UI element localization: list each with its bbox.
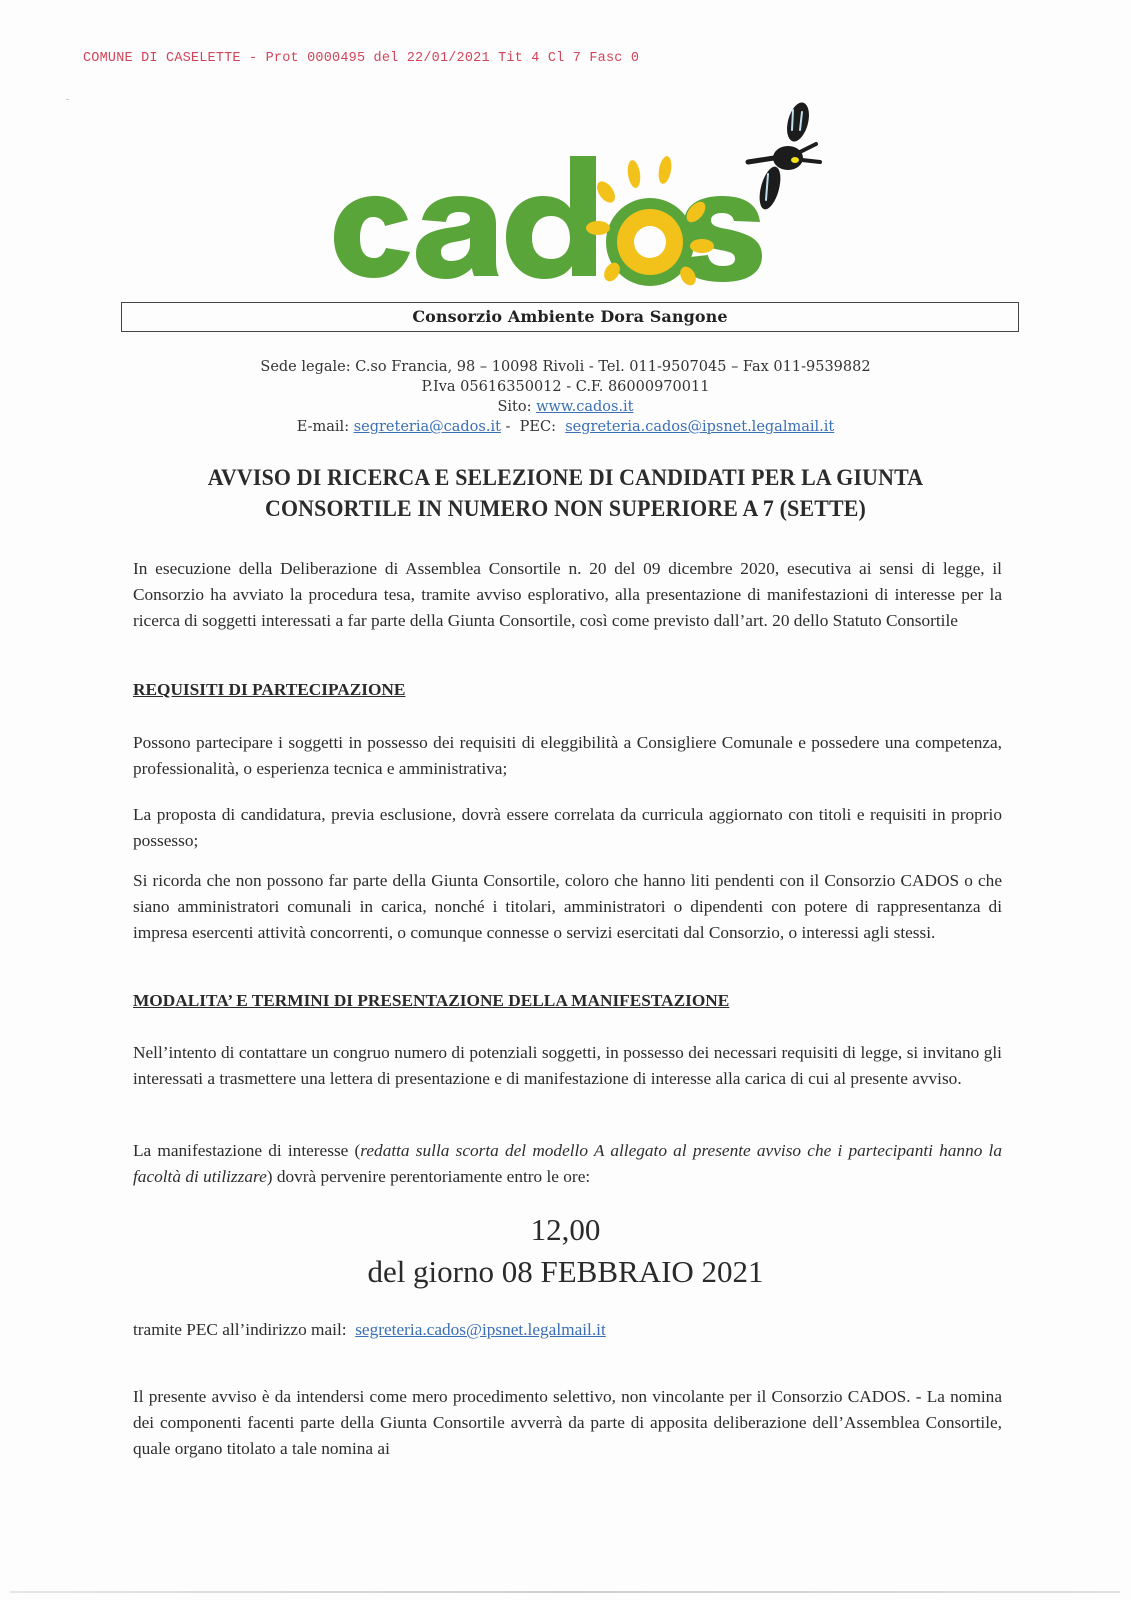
section-heading-requisiti: REQUISITI DI PARTECIPAZIONE [133, 680, 406, 699]
requisiti-paragraph-2: La proposta di candidatura, previa esclusione, dovrà essere correlata da curricula aggiornato con titoli e requisiti in proprio possesso; [133, 805, 1002, 850]
pec-link[interactable]: segreteria.cados@ipsnet.legalmail.it [565, 419, 835, 435]
requisiti-paragraph-3: Si ricorda che non possono far parte della Giunta Consortile, coloro che hanno liti pendenti con il Consorzio CADOS o che siano amministratori comunali in carica, nonché i titolari, amministratori o dipendenti con potere di rappresentanza di impresa esercenti attività concorrenti, o comunque connesse o servizi esercitati dal Consorzio, o interessi agli stessi. [133, 871, 1002, 942]
p2-end: ) dovrà pervenire perentoriamente entro le ore: [266, 1167, 591, 1186]
modalita-paragraph-2 [133, 1138, 1002, 1190]
scan-edge-line [10, 1591, 1120, 1593]
section-heading-modalita: MODALITA’ E TERMINI DI PRESENTAZIONE DELLA MANIFESTAZIONE [133, 991, 730, 1010]
p2-italic: redatta sulla scorta del modello A allegato al presente avviso che i partecipanti hanno la facoltà di utilizzare [133, 1141, 1002, 1186]
scan-speck [66, 99, 69, 100]
deadline-time: 12,00 [530, 1212, 601, 1247]
title-line-1: AVVISO DI RICERCA E SELEZIONE DI CANDIDATI PER LA GIUNTA [207, 465, 924, 491]
tax-line: P.Iva 05616350012 - C.F. 86000970011 [421, 379, 710, 395]
site-label: Sito: [497, 399, 537, 415]
bee-icon [748, 100, 820, 211]
requisiti-paragraph-1: Possono partecipare i soggetti in possesso dei requisiti di eleggibilità a Consigliere Comunale e possedere una competenza, professionalità, o esperienza tecnica e amministrativa; [133, 733, 1002, 778]
pec-label: - PEC: [500, 419, 566, 435]
title-line-2: CONSORTILE IN NUMERO NON SUPERIORE A 7 (SETTE) [264, 496, 867, 522]
modalita-paragraph-1: Nell’intento di contattare un congruo numero di potenziali soggetti, in possesso dei necessari requisiti di legge, si invitano gli interessati a trasmettere una lettera di presentazione e di manifestazione di interesse alla carica di cui al presente avviso. [133, 1043, 1002, 1088]
pec-send-label: tramite PEC all’indirizzo mail: [133, 1320, 356, 1339]
pec-send-line [133, 1317, 1002, 1343]
site-line [0, 397, 1131, 417]
closing-paragraph: Il presente avviso è da intendersi come mero procedimento selettivo, non vincolante per il Consorzio CADOS. - La nomina dei componenti facenti parte della Giunta Consortile avverrà da parte di apposita deliberazione dell’Assemblea Consortile, quale organo titolato a tale nomina ai [133, 1387, 1002, 1458]
document-title [40, 463, 1092, 525]
email-line [0, 417, 1131, 437]
site-link[interactable]: www.cados.it [536, 399, 634, 415]
organization-banner [121, 302, 1019, 332]
email-label: E-mail: [296, 419, 354, 435]
address-line: Sede legale: C.so Francia, 98 – 10098 Rivoli - Tel. 011-9507045 – Fax 011-9539882 [260, 359, 871, 375]
contact-block [0, 357, 1131, 437]
cados-logo [330, 100, 850, 290]
pec-send-link[interactable]: segreteria.cados@ipsnet.legalmail.it [355, 1320, 606, 1339]
deadline-date: del giorno 08 FEBBRAIO 2021 [367, 1254, 764, 1289]
email-link[interactable]: segreteria@cados.it [353, 419, 501, 435]
p2-start: La manifestazione di interesse ( [133, 1141, 361, 1160]
protocol-stamp: COMUNE DI CASELETTE - Prot 0000495 del 22/01/2021 Tit 4 Cl 7 Fasc 0 [83, 51, 640, 66]
intro-paragraph: In esecuzione della Deliberazione di Assemblea Consortile n. 20 del 09 dicembre 2020, esecutiva ai sensi di legge, il Consorzio ha avviato la procedura tesa, tramite avviso esplorativo, alla presentazione di manifestazioni di interesse per la ricerca di soggetti interessati a far parte della Giunta Consortile, così come previsto dall’art. 20 dello Statuto Consortile [133, 559, 1002, 630]
organization-name: Consorzio Ambiente Dora Sangone [412, 307, 728, 326]
